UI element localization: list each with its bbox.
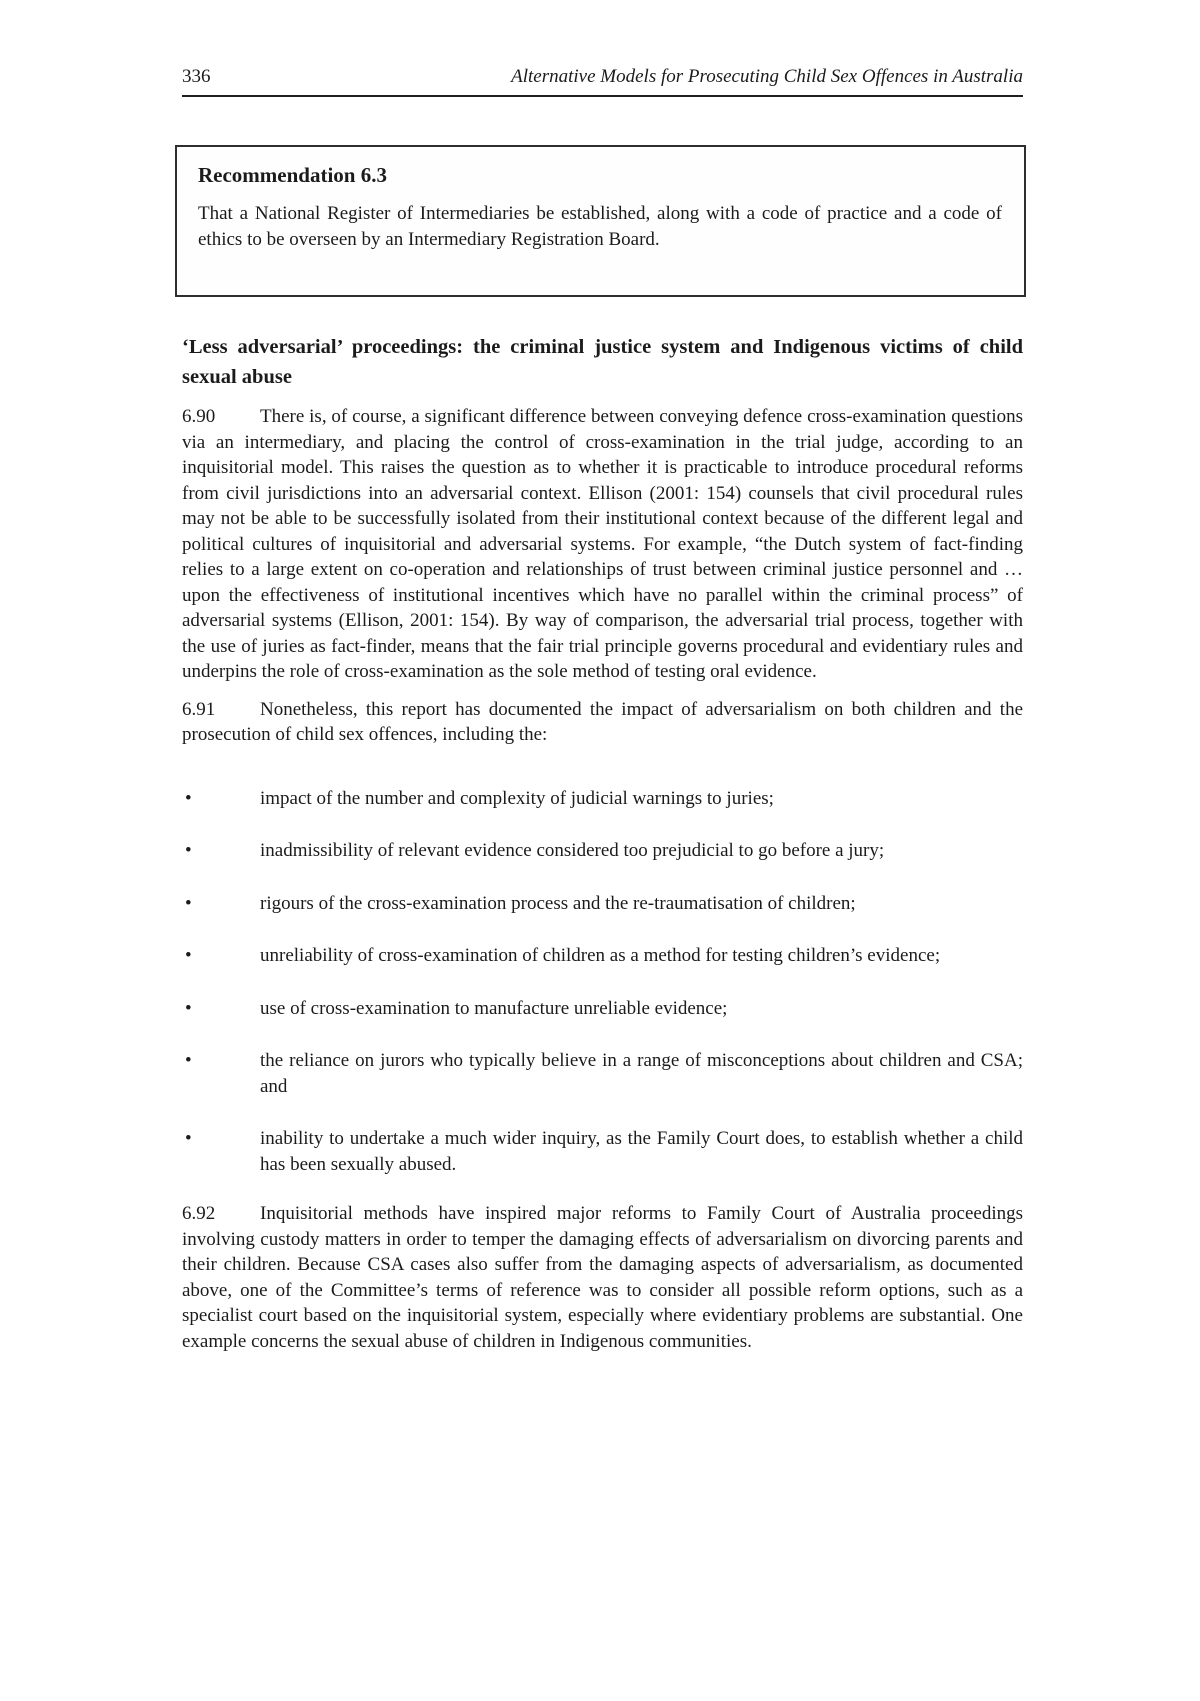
bullet-icon: • [185, 1128, 192, 1149]
list-item [182, 943, 1023, 969]
paragraph-number: 6.92 [182, 1203, 216, 1224]
paragraph-6-91 [182, 697, 1023, 748]
paragraph-6-92 [182, 1201, 1023, 1354]
bullet-list [182, 786, 1023, 1178]
bullet-icon: • [185, 997, 192, 1019]
recommendation-title: Recommendation 6.3 [198, 163, 387, 187]
list-item [182, 786, 1023, 812]
list-item [182, 1126, 1023, 1177]
list-item-text: the reliance on jurors who typically believe in a range of misconceptions about children and CSA; and [260, 1050, 1023, 1097]
section-heading: ‘Less adversarial’ proceedings: the criminal justice system and Indigenous victims of child sexual abuse [182, 336, 1023, 388]
list-item-text: use of cross-examination to manufacture unreliable evidence; [260, 997, 728, 1019]
recommendation-body: That a National Register of Intermediaries be established, along with a code of practice and a code of ethics to be overseen by an Intermediary Registration Board. [198, 203, 1002, 250]
running-title: Alternative Models for Prosecuting Child Sex Offences in Australia [511, 66, 1023, 87]
list-item-text: impact of the number and complexity of judicial warnings to juries; [260, 787, 774, 809]
list-item-text: rigours of the cross-examination process and the re-traumatisation of children; [260, 892, 856, 914]
paragraph-text: There is, of course, a significant difference between conveying defence cross-examination questions via an intermediary, and placing the control of cross-examination in the trial judge, according to an inquisitorial model. This raises the question as to whether it is practicable to introduce procedural reforms from civil jurisdictions into an adversarial context. Ellison (2001: 154) counsels that civil procedural rules may not be able to be successfully isolated from their institutional context because of the different legal and political cultures of inquisitorial and adversarial systems. For example, “the Dutch system of fact-finding relies to a large extent on co-operation and relationships of trust between criminal justice personnel and … upon the effectiveness of institutional incentives which have no parallel within the criminal process” of adversarial systems (Ellison, 2001: 154). By way of comparison, the adversarial trial process, together with the use of juries as fact-finder, means that the fair trial principle governs procedural and evidentiary rules and underpins the role of cross-examination as the sole method of testing oral evidence. [182, 406, 1023, 682]
running-header [182, 66, 1023, 97]
recommendation-box [175, 145, 1026, 297]
list-item-text: inadmissibility of relevant evidence considered too prejudicial to go before a jury; [260, 840, 885, 861]
bullet-icon: • [185, 892, 192, 914]
list-item [182, 891, 1023, 917]
paragraph-text: Nonetheless, this report has documented the impact of adversarialism on both children and the prosecution of child sex offences, including the: [182, 698, 1023, 745]
paragraph-number: 6.90 [182, 406, 216, 427]
list-item [182, 996, 1023, 1022]
list-item [182, 1048, 1023, 1099]
paragraph-number: 6.91 [182, 698, 216, 720]
list-item-text: unreliability of cross-examination of children as a method for testing children’s evidence; [260, 945, 941, 966]
list-item-text: inability to undertake a much wider inquiry, as the Family Court does, to establish whether a child has been sexually abused. [260, 1128, 1023, 1175]
list-item [182, 838, 1023, 864]
paragraph-6-90 [182, 404, 1023, 685]
bullet-icon: • [185, 787, 192, 809]
paragraph-text: Inquisitorial methods have inspired major reforms to Family Court of Australia proceedings involving custody matters in order to temper the damaging effects of adversarialism on divorcing parents and their children. Because CSA cases also suffer from the damaging aspects of adversarialism, as documented above, one of the Committee’s terms of reference was to consider all possible reform options, such as a specialist court based on the inquisitorial system, especially where evidentiary problems are substantial. One example concerns the sexual abuse of children in Indigenous communities. [182, 1203, 1023, 1352]
bullet-icon: • [185, 1050, 192, 1071]
bullet-icon: • [185, 840, 192, 861]
bullet-icon: • [185, 945, 192, 966]
page-number: 336 [182, 66, 211, 87]
